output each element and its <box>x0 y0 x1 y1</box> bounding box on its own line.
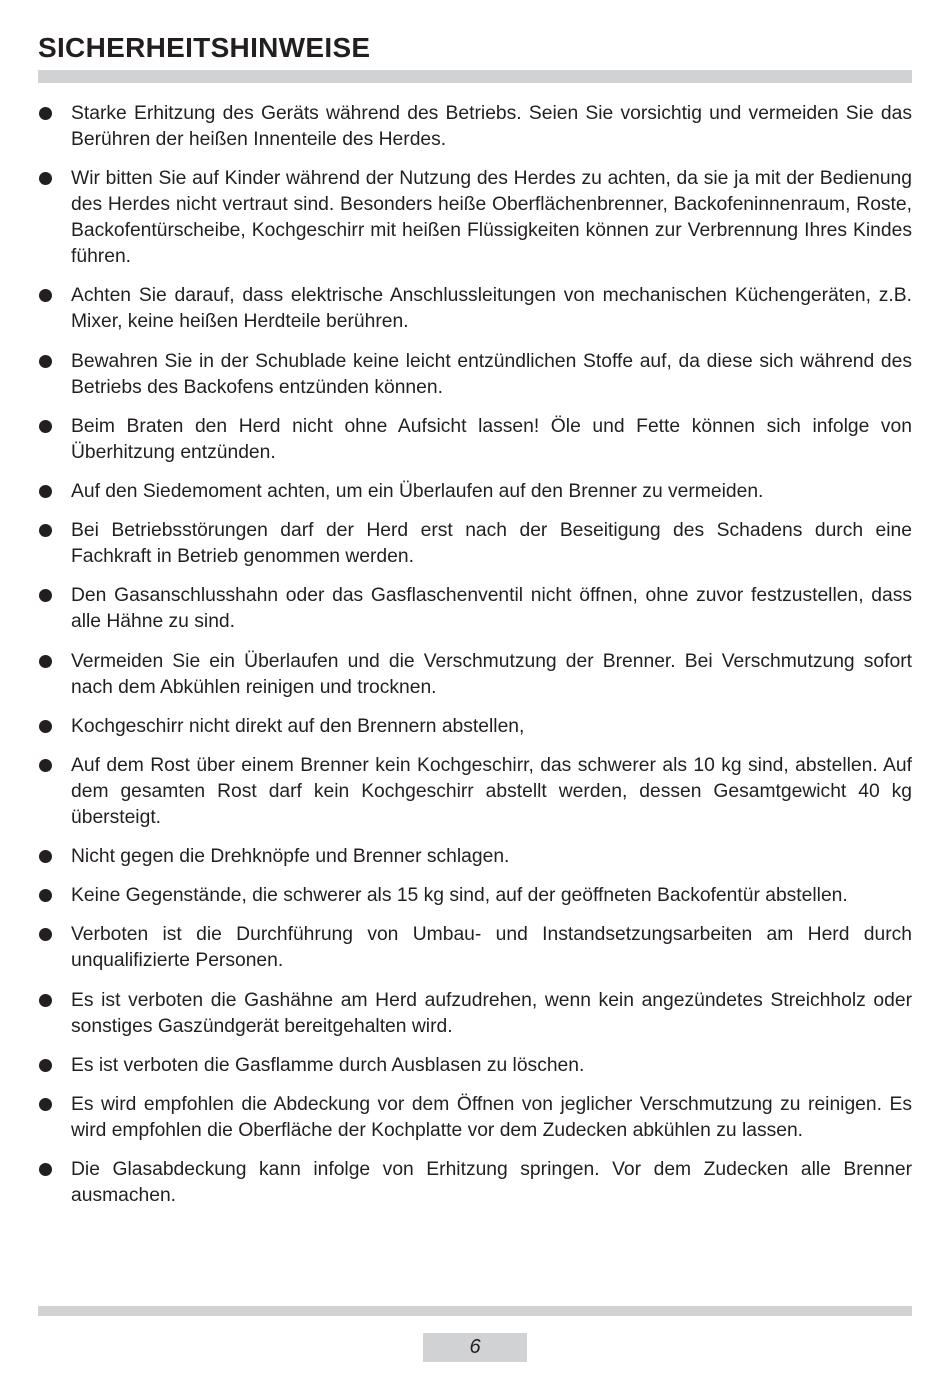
list-item-text: Beim Braten den Herd nicht ohne Aufsicht lassen! Öle und Fette können sich infolge von Überhitzung entzünden. <box>71 415 912 463</box>
list-item <box>38 101 912 153</box>
bullet-icon <box>39 889 52 902</box>
bullet-icon <box>39 589 52 602</box>
list-item-text: Es ist verboten die Gasflamme durch Ausblasen zu löschen. <box>71 1054 585 1076</box>
list-item <box>38 1092 912 1144</box>
list-item-text: Die Glasabdeckung kann infolge von Erhitzung springen. Vor dem Zudecken alle Brenner ausmachen. <box>71 1159 912 1207</box>
list-item <box>38 166 912 270</box>
list-item-text: Bei Betriebsstörungen darf der Herd erst nach der Beseitigung des Schadens durch eine Fachkraft in Betrieb genommen werden. <box>71 520 912 568</box>
list-item <box>38 518 912 570</box>
list-item-text: Vermeiden Sie ein Überlaufen und die Verschmutzung der Brenner. Bei Verschmutzung sofort nach dem Abkühlen reinigen und trocknen. <box>71 650 912 698</box>
list-item <box>38 583 912 635</box>
header-rule <box>38 70 912 83</box>
bullet-icon <box>39 420 52 433</box>
list-item-text: Keine Gegenstände, die schwerer als 15 kg sind, auf der geöffneten Backofentür abstellen. <box>71 885 848 907</box>
list-item-text: Starke Erhitzung des Geräts während des Betriebs. Seien Sie vorsichtig und vermeiden Sie das Berühren der heißen Innenteile des Herdes. <box>71 103 912 150</box>
list-item <box>38 988 912 1040</box>
bullet-icon <box>39 485 52 498</box>
bullet-icon <box>39 1059 52 1072</box>
footer-rule <box>38 1306 912 1316</box>
list-item <box>38 844 912 870</box>
list-item-text: Auf dem Rost über einem Brenner kein Kochgeschirr, das schwerer als 10 kg sind, abstellen. Auf dem gesamten Rost darf kein Kochgeschirr abstellt werden, dessen Gesamtgewicht 40 kg übersteigt. <box>71 754 912 828</box>
page-number: 6 <box>423 1333 527 1362</box>
list-item <box>38 1157 912 1209</box>
bullet-icon <box>39 1163 52 1176</box>
list-item-text: Verboten ist die Durchführung von Umbau- und Instandsetzungsarbeiten am Herd durch unqualifizierte Personen. <box>71 924 912 972</box>
bullet-icon <box>39 1098 52 1111</box>
list-item <box>38 714 912 740</box>
page-title: SICHERHEITSHINWEISE <box>38 32 371 63</box>
bullet-icon <box>39 107 52 120</box>
list-item-text: Es ist verboten die Gashähne am Herd aufzudrehen, wenn kein angezündetes Streichholz oder sonstiges Gaszündgerät bereitgehalten wird. <box>71 989 912 1037</box>
bullet-icon <box>39 172 52 185</box>
list-item-text: Wir bitten Sie auf Kinder während der Nutzung des Herdes zu achten, da sie ja mit der Bedienung des Herdes nicht vertraut sind. Besonders heiße Oberflächenbrenner, Backofeninnenraum, Roste, Backofentürscheibe, Kochgeschirr mit heißen Flüssigkeiten können zur Verbrennung Ihres Kindes führen. <box>71 168 912 268</box>
list-item-text: Auf den Siedemoment achten, um ein Überlaufen auf den Brenner zu vermeiden. <box>71 480 764 502</box>
list-item-text: Bewahren Sie in der Schublade keine leicht entzündlichen Stoffe auf, da diese sich während des Betriebs des Backofens entzünden können. <box>71 350 912 398</box>
list-item <box>38 1053 912 1079</box>
list-item <box>38 753 912 831</box>
list-item <box>38 883 912 909</box>
safety-instructions-list <box>38 101 912 1222</box>
list-item <box>38 922 912 974</box>
bullet-icon <box>39 355 52 368</box>
bullet-icon <box>39 994 52 1007</box>
bullet-icon <box>39 850 52 863</box>
bullet-icon <box>39 524 52 537</box>
bullet-icon <box>39 759 52 772</box>
list-item-text: Den Gasanschlusshahn oder das Gasflaschenventil nicht öffnen, ohne zuvor festzustellen, dass alle Hähne zu sind. <box>71 585 912 633</box>
bullet-icon <box>39 655 52 668</box>
list-item <box>38 479 912 505</box>
bullet-icon <box>39 289 52 302</box>
list-item <box>38 349 912 401</box>
list-item-text: Nicht gegen die Drehknöpfe und Brenner schlagen. <box>71 846 510 868</box>
bullet-icon <box>39 720 52 733</box>
list-item <box>38 649 912 701</box>
list-item-text: Es wird empfohlen die Abdeckung vor dem Öffnen von jeglicher Verschmutzung zu reinigen. Es wird empfohlen die Oberfläche der Kochplatte vor dem Zudecken abkühlen zu lassen. <box>71 1094 912 1141</box>
list-item-text: Achten Sie darauf, dass elektrische Anschlussleitungen von mechanischen Küchengeräten, z.B. Mixer, keine heißen Herdteile berühren. <box>71 285 912 333</box>
list-item <box>38 414 912 466</box>
list-item <box>38 283 912 335</box>
bullet-icon <box>39 928 52 941</box>
list-item-text: Kochgeschirr nicht direkt auf den Brennern abstellen, <box>71 715 525 737</box>
